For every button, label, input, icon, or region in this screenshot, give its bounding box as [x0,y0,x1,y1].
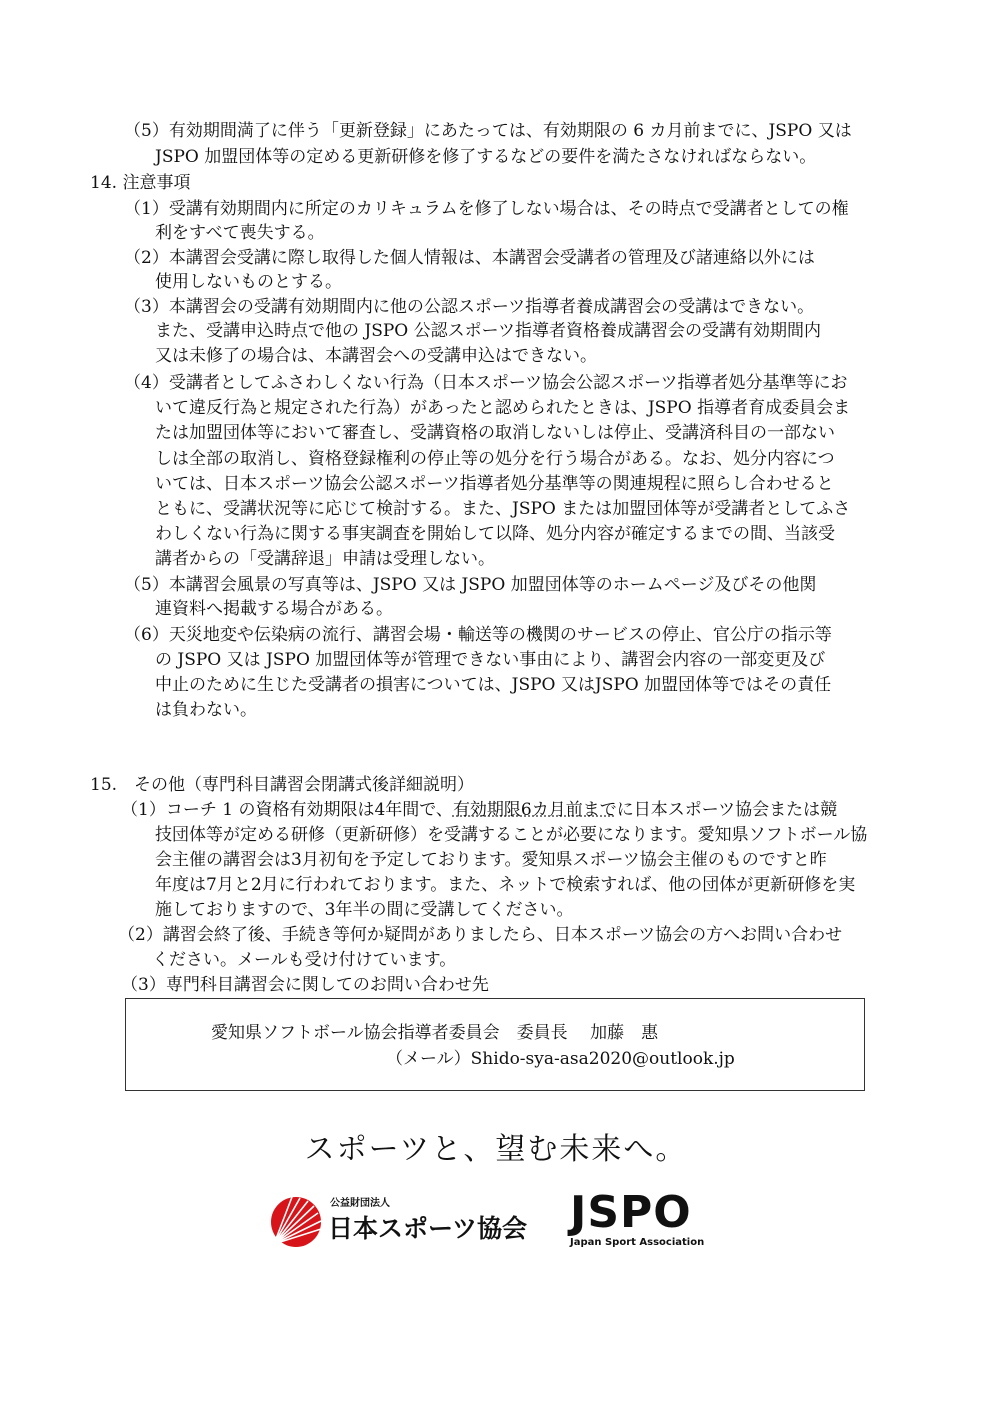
text-line: 施しておりますので、3年半の間に受講してください。 [155,900,574,920]
jspo-wordmark: JSPO [570,1187,692,1238]
text-line: 本講習会受講に際し取得した個人情報は、本講習会受講者の管理及び諸連絡以外には [168,248,815,268]
text-line: 講習会終了後、手続き等何か疑問がありましたら、日本スポーツ協会の方へお問い合わせ [162,925,843,945]
text-line: いて違反行為と規定された行為）があったと認められたときは、JSPO 指導者育成委員会ま [155,398,851,418]
text-segment: コーチ 1 の資格有効期限は4年間で、 [165,800,453,820]
section-title: 14. 注意事項 [90,173,191,193]
text-line: の JSPO 又は JSPO 加盟団体等が管理できない事由により、講習会内容の一部変更及び [155,650,826,670]
text-line: 連資料へ掲載する場合がある。 [155,599,393,619]
text-line: JSPO 加盟団体等の定める更新研修を修了するなどの要件を満たさなければならない。 [155,147,817,167]
item-first-line [124,197,849,221]
jspo-subtitle: Japan Sport Association [570,1237,705,1248]
item-first-line [118,923,842,947]
item-number: （5） [124,575,169,595]
section-title: 15. その他（専門科目講習会閉講式後詳細説明） [90,775,475,795]
text-line: 専門科目講習会に関してのお問い合わせ先 [165,975,489,995]
sun-rays-icon [270,1196,322,1248]
item-first-line [124,295,814,319]
logo-subtitle: 公益財団法人 [330,1198,390,1209]
slogan: スポーツと、望む未来へ。 [304,1132,688,1167]
item-number: （3） [121,975,166,995]
text-line [166,798,837,822]
jspo-logo [570,1187,705,1249]
text-line: 本講習会の受講有効期間内に他の公認スポーツ指導者養成講習会の受講はできない。 [168,297,815,317]
text-line: しは全部の取消し、資格登録権利の停止等の処分を行う場合がある。なお、処分内容につ [155,449,835,469]
text-line: ください。メールも受け付けています。 [152,950,457,970]
text-line: 中止のために生じた受講者の損害については、JSPO 又はJSPO 加盟団体等ではその責任 [155,675,832,695]
underlined-text: 有効期限6カ月前まで [452,800,617,820]
item-first-line [121,973,489,997]
text-line: 本講習会風景の写真等は、JSPO 又は JSPO 加盟団体等のホームページ及びその他関 [168,575,817,595]
item-first-line [124,246,815,270]
item-number: （1） [124,199,169,219]
text-line: また、受講申込時点で他の JSPO 公認スポーツ指導者資格養成講習会の受講有効期間内 [155,321,821,341]
text-line: 年度は7月と2月に行われております。また、ネットで検索すれば、他の団体が更新研修を実 [155,875,856,895]
text-line: 天災地変や伝染病の流行、講習会場・輸送等の機関のサービスの停止、官公庁の指示等 [168,625,832,645]
item-number: （6） [124,625,169,645]
text-line: 又は未修了の場合は、本講習会への受講申込はできない。 [155,346,597,366]
item-first-line [124,119,852,143]
text-line: 利をすべて喪失する。 [155,223,325,243]
contact-name: 愛知県ソフトボール協会指導者委員会 委員長 加藤 惠 [211,1023,659,1043]
text-line: たは加盟団体等において審査し、受講資格の取消しないしは停止、受講済科目の一部ない [155,423,835,443]
item-first-line [124,371,847,395]
text-line: 技団体等が定める研修（更新研修）を受講することが必要になります。愛知県ソフトボール協 [155,825,868,845]
text-line: いては、日本スポーツ協会公認スポーツ指導者処分基準等の関連規程に照らし合わせると [155,474,834,494]
item-number: （5） [124,121,169,141]
item-number: （3） [124,297,169,317]
logo-title: 日本スポーツ協会 [328,1214,528,1243]
item-first-line [124,573,816,597]
text-line: ともに、受講状況等に応じて検討する。また、JSPO または加盟団体等が受講者としてふさ [155,499,851,519]
item-first-line [124,623,832,647]
item-first-line [121,798,837,822]
text-line: は負わない。 [155,700,257,720]
item-number: （4） [124,373,169,393]
contact-box [125,998,865,1091]
item-number: （2） [124,248,169,268]
text-line: わしくない行為に関する事実調査を開始して以降、処分内容が確定するまでの間、当該受 [155,524,835,544]
text-line: 有効期間満了に伴う「更新登録」にあたっては、有効期限の 6 カ月前までに、JSPO 又は [168,121,852,141]
text-line: 会主催の講習会は3月初旬を予定しております。愛知県スポーツ協会主催のものですと昨 [155,850,827,870]
text-line: 受講者としてふさわしくない行為（日本スポーツ協会公認スポーツ指導者処分基準等にお [168,373,848,393]
item-number: （1） [121,800,166,820]
text-line: 講者からの「受講辞退」申請は受理しない。 [155,549,495,569]
item-number: （2） [118,925,163,945]
text-segment: に日本スポーツ協会または競 [616,800,838,820]
text-line: 受講有効期間内に所定のカリキュラムを修了しない場合は、その時点で受講者としての権 [168,199,849,219]
contact-email[interactable]: （メール）Shido-sya-asa2020@outlook.jp [386,1049,735,1069]
text-line: 使用しないものとする。 [155,272,342,292]
